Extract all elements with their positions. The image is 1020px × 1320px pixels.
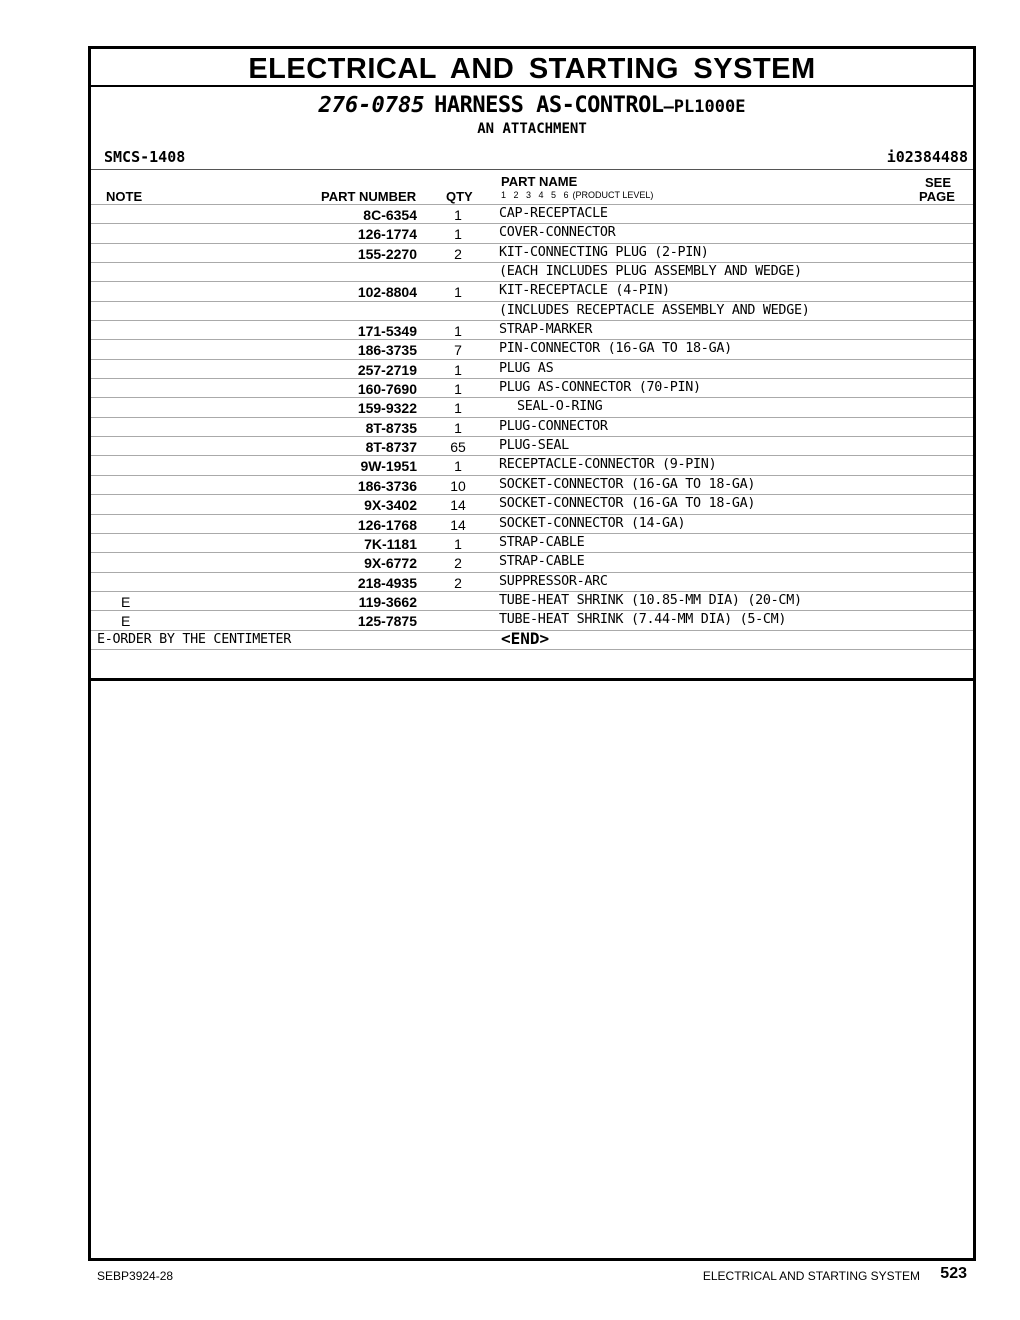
part-name-cell: PLUG-CONNECTOR — [499, 418, 608, 434]
part-number-cell: 155-2270 — [357, 245, 417, 262]
part-name-cell: RECEPTACLE-CONNECTOR (9-PIN) — [499, 457, 717, 473]
part-number-cell: 186-3736 — [357, 477, 417, 494]
table-row — [91, 591, 973, 610]
part-number-cell: 102-8804 — [357, 284, 417, 301]
qty-cell: 1 — [454, 284, 462, 301]
qty-cell: 14 — [450, 497, 466, 514]
part-number-cell: 9X-6772 — [364, 555, 417, 572]
note-cell: E — [121, 593, 131, 610]
table-row — [91, 204, 973, 223]
table-row — [91, 610, 973, 629]
table-row — [91, 533, 973, 552]
qty-cell: 14 — [450, 516, 466, 533]
part-name-cell: PIN-CONNECTOR (16-GA TO 18-GA) — [499, 341, 732, 357]
part-number-cell: 171-5349 — [357, 323, 417, 340]
level-numbers: 1 2 3 4 5 6 — [501, 190, 569, 200]
part-number-cell: 126-1768 — [357, 516, 417, 533]
document-id: SEBP3924-28 — [97, 1269, 174, 1283]
part-name-cell: SEAL-O-RING — [517, 399, 603, 415]
qty-cell: 1 — [454, 207, 462, 223]
part-name-cell: SUPPRESSOR-ARC — [499, 573, 608, 589]
section-divider — [91, 678, 973, 681]
see-column-header: SEE — [924, 175, 951, 190]
table-row — [91, 243, 973, 262]
qty-column-header: QTY — [446, 189, 473, 204]
page-column-header: PAGE — [919, 189, 955, 204]
table-row — [91, 514, 973, 533]
table-row — [91, 494, 973, 513]
header-divider — [91, 169, 973, 170]
qty-cell: 1 — [454, 226, 462, 243]
section-title-bar — [91, 49, 973, 87]
assembly-product-level: —PL1000E — [663, 97, 746, 117]
qty-cell: 10 — [450, 477, 466, 494]
attachment-label: AN ATTACHMENT — [477, 121, 587, 137]
part-number-cell: 8T-8737 — [365, 439, 417, 456]
qty-cell: 1 — [454, 400, 462, 417]
table-row — [91, 223, 973, 242]
part-number-cell: 9X-3402 — [364, 497, 417, 514]
part-name-cell: PLUG AS-CONNECTOR (70-PIN) — [499, 380, 701, 396]
qty-cell: 2 — [454, 574, 462, 591]
part-name-cell: SOCKET-CONNECTOR (16-GA TO 18-GA) — [499, 496, 756, 512]
part-name-cell: STRAP-CABLE — [499, 534, 585, 550]
qty-cell: 1 — [454, 361, 462, 378]
footer-section-name: ELECTRICAL AND STARTING SYSTEM — [702, 1269, 920, 1283]
table-row — [91, 572, 973, 591]
parts-table — [91, 204, 973, 650]
qty-cell: 1 — [454, 419, 462, 436]
part-name-cell: STRAP-CABLE — [499, 554, 585, 570]
part-name-cell: COVER-CONNECTOR — [499, 225, 616, 241]
table-row — [91, 262, 973, 281]
qty-cell: 2 — [454, 555, 462, 572]
product-level-indicators — [501, 190, 653, 200]
part-name-cell: STRAP-MARKER — [499, 322, 593, 338]
page-frame — [88, 46, 976, 1261]
part-number-cell: 160-7690 — [357, 381, 417, 398]
part-name-cell: TUBE-HEAT SHRINK (10.85-MM DIA) (20-CM) — [499, 592, 802, 608]
assembly-part-number: 276-0785 — [318, 93, 425, 118]
table-row — [91, 301, 973, 320]
note-column-header: NOTE — [106, 189, 143, 204]
part-name-cell: CAP-RECEPTACLE — [499, 206, 608, 221]
part-number-cell: 126-1774 — [357, 226, 417, 243]
table-row — [91, 436, 973, 455]
table-row — [91, 397, 973, 416]
part-number-cell: 9W-1951 — [360, 458, 417, 475]
illustration-id: i02384488 — [886, 148, 968, 166]
qty-cell: 1 — [454, 381, 462, 398]
note-cell: E — [121, 613, 131, 630]
qty-cell: 2 — [454, 245, 462, 262]
part-number-cell: 218-4935 — [357, 574, 417, 591]
part-name-cell: KIT-RECEPTACLE (4-PIN) — [499, 283, 670, 299]
end-marker: <END> — [501, 629, 550, 648]
part-number-cell: 8T-8735 — [365, 419, 417, 436]
part-name-cell: SOCKET-CONNECTOR (14-GA) — [499, 515, 686, 531]
part-number-cell: 119-3662 — [358, 593, 417, 610]
part-name-column-header: PART NAME — [501, 174, 578, 189]
smcs-code: SMCS-1408 — [104, 148, 186, 166]
table-row — [91, 320, 973, 339]
qty-cell: 1 — [454, 535, 462, 552]
qty-cell: 7 — [454, 342, 462, 359]
part-name-cell: PLUG-SEAL — [499, 438, 569, 454]
qty-cell: 1 — [454, 458, 462, 475]
assembly-heading — [91, 93, 973, 118]
footnote-text: E-ORDER BY THE CENTIMETER — [97, 631, 292, 647]
table-row — [91, 417, 973, 436]
part-number-cell: 186-3735 — [357, 342, 417, 359]
part-name-cell: KIT-CONNECTING PLUG (2-PIN) — [499, 244, 709, 260]
part-number-cell: 7K-1181 — [364, 535, 417, 552]
part-number-cell: 257-2719 — [357, 361, 417, 378]
product-level-label: (PRODUCT LEVEL) — [572, 190, 654, 200]
table-row — [91, 552, 973, 571]
page-number: 523 — [940, 1265, 967, 1282]
part-number-cell: 159-9322 — [357, 400, 417, 417]
part-name-cell: TUBE-HEAT SHRINK (7.44-MM DIA) (5-CM) — [499, 612, 787, 628]
part-name-cell: (EACH INCLUDES PLUG ASSEMBLY AND WEDGE) — [499, 264, 802, 280]
part-name-cell: SOCKET-CONNECTOR (16-GA TO 18-GA) — [499, 476, 756, 492]
assembly-part-name: HARNESS AS-CONTROL — [434, 93, 664, 118]
table-row — [91, 378, 973, 397]
table-row — [91, 455, 973, 474]
part-name-cell: PLUG AS — [499, 360, 554, 376]
section-title: ELECTRICAL AND STARTING SYSTEM — [248, 53, 816, 85]
qty-cell: 1 — [454, 323, 462, 340]
qty-cell: 65 — [450, 439, 466, 456]
table-row — [91, 281, 973, 300]
part-name-cell: (INCLUDES RECEPTACLE ASSEMBLY AND WEDGE) — [499, 302, 810, 318]
part-number-cell: 125-7875 — [357, 613, 417, 630]
table-row — [91, 339, 973, 358]
table-row — [91, 475, 973, 494]
table-row — [91, 359, 973, 378]
part-number-column-header: PART NUMBER — [321, 189, 417, 204]
part-number-cell: 8C-6354 — [363, 207, 417, 223]
